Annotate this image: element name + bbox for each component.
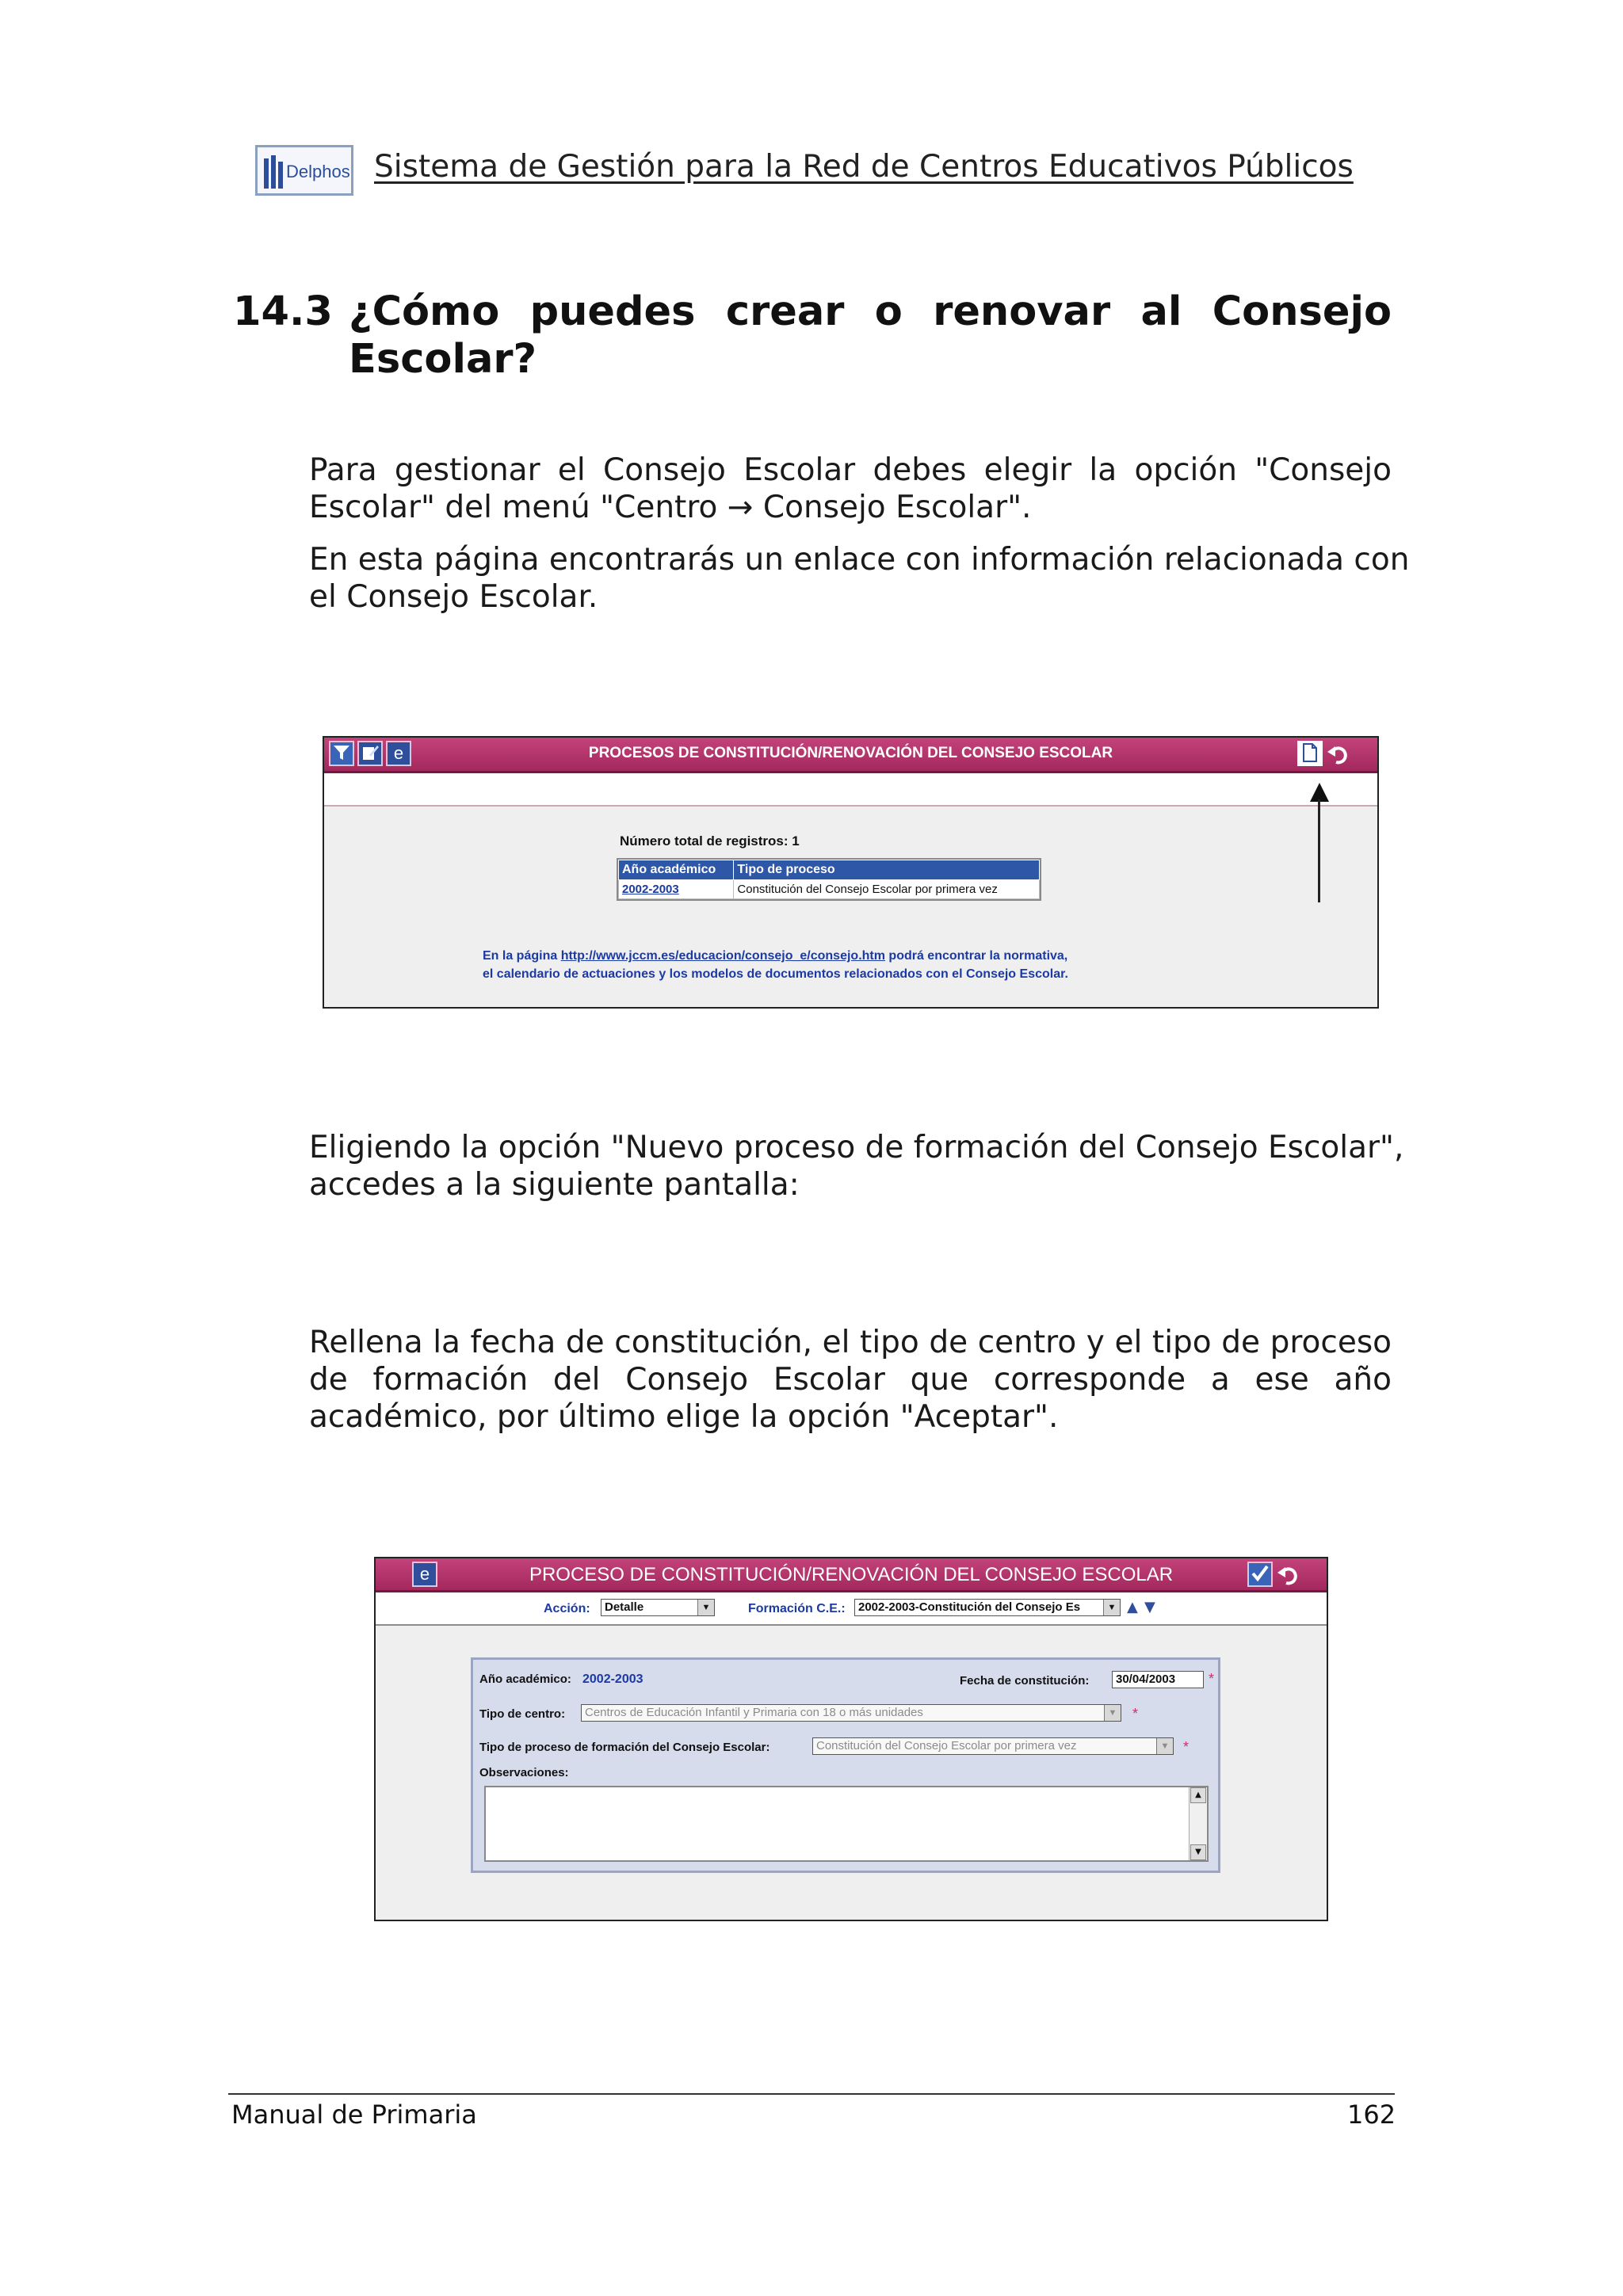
column-header-year[interactable]: Año académico: [619, 860, 734, 880]
column-header-type[interactable]: Tipo de proceso: [734, 860, 1040, 880]
back-icon[interactable]: [1274, 1562, 1300, 1587]
consejo-escolar-list-screenshot: [323, 736, 1379, 1009]
accept-check-icon[interactable]: [1247, 1562, 1273, 1587]
section-title-line1: ¿Cómo puedes crear o renovar al Consejo: [349, 288, 1392, 335]
footer-manual-title: Manual de Primaria: [231, 2100, 477, 2130]
tipo-proceso-label: Tipo de proceso de formación del Consejo Escolar:: [479, 1741, 770, 1754]
formacion-label: Formación C.E.:: [748, 1602, 846, 1615]
accion-value: Detalle: [605, 1600, 644, 1614]
formacion-value: 2002-2003-Constitución del Consejo Es: [858, 1600, 1081, 1614]
observaciones-textarea[interactable]: [484, 1786, 1209, 1862]
paragraph-line: de formación del Consejo Escolar que corresponde a ese año: [309, 1362, 1392, 1398]
paragraph-line: Eligiendo la opción "Nuevo proceso de formación del Consejo Escolar",: [309, 1130, 1404, 1165]
columns-icon: [264, 155, 285, 189]
tipo-centro-select[interactable]: [581, 1704, 1121, 1722]
chevron-down-icon[interactable]: ▼: [697, 1600, 714, 1615]
paragraph-line: accedes a la siguiente pantalla:: [309, 1167, 800, 1203]
consejo-escolar-form-screenshot: [374, 1557, 1328, 1921]
e-icon[interactable]: e: [386, 741, 411, 766]
scrollbar[interactable]: [1189, 1787, 1207, 1860]
chevron-down-icon[interactable]: ▼: [1103, 1600, 1120, 1615]
required-mark: *: [1183, 1739, 1190, 1755]
required-mark: *: [1209, 1671, 1215, 1687]
paragraph-line: Rellena la fecha de constitución, el tipo de centro y el tipo de proceso: [309, 1325, 1392, 1360]
chevron-down-icon[interactable]: ▼: [1156, 1738, 1173, 1754]
fecha-label: Fecha de constitución:: [960, 1674, 1090, 1688]
paragraph-line: Para gestionar el Consejo Escolar debes elegir la opción "Consejo: [309, 452, 1392, 488]
info-note-line1: [483, 949, 1275, 963]
paragraph-line: el Consejo Escolar.: [309, 579, 598, 615]
page-number: 162: [1347, 2100, 1396, 2130]
section-number: 14.3: [233, 288, 333, 335]
fecha-input[interactable]: [1112, 1671, 1204, 1688]
tipo-centro-label: Tipo de centro:: [479, 1707, 566, 1721]
accion-label: Acción:: [544, 1602, 590, 1615]
info-note-line2: el calendario de actuaciones y los modelos de documentos relacionados con el Consejo Escolar.: [483, 967, 1068, 981]
scroll-down-icon[interactable]: ▼: [1190, 1844, 1206, 1860]
back-icon[interactable]: [1324, 741, 1350, 766]
selection-bar: [376, 1592, 1327, 1626]
note-text: podrá encontrar la normativa,: [884, 949, 1068, 963]
paragraph-3: [309, 1129, 1404, 1203]
document-header-title: Sistema de Gestión para la Red de Centros Educativos Públicos: [374, 149, 1354, 185]
accion-select[interactable]: [601, 1599, 715, 1616]
tipo-proceso-select[interactable]: [812, 1737, 1174, 1755]
paragraph-2: [309, 541, 1410, 616]
section-title-line2: Escolar?: [349, 336, 537, 383]
required-mark: *: [1132, 1706, 1139, 1722]
record-count: Número total de registros: 1: [620, 833, 800, 849]
anio-value: 2002-2003: [582, 1672, 643, 1686]
paragraph-1: [309, 452, 1392, 526]
process-type-cell: Constitución del Consejo Escolar por primera vez: [734, 880, 1040, 899]
new-document-icon[interactable]: [1297, 741, 1323, 766]
title-bar: [324, 738, 1377, 773]
pointer-arrow-line: [1318, 799, 1320, 902]
window-title: PROCESO DE CONSTITUCIÓN/RENOVACIÓN DEL CONSEJO ESCOLAR: [529, 1564, 1174, 1585]
window-title: PROCESOS DE CONSTITUCIÓN/RENOVACIÓN DEL CONSEJO ESCOLAR: [588, 745, 1113, 761]
chevron-down-icon[interactable]: ▼: [1104, 1705, 1121, 1721]
year-link[interactable]: 2002-2003: [619, 880, 734, 899]
note-text: En la página: [483, 949, 561, 963]
formacion-select[interactable]: [854, 1599, 1121, 1616]
e-icon[interactable]: e: [412, 1562, 437, 1587]
form-panel: [471, 1657, 1220, 1873]
anio-label: Año académico:: [479, 1672, 571, 1686]
delphos-logo: [255, 145, 353, 196]
arrow-up-icon[interactable]: ▲: [1127, 1599, 1138, 1615]
table-row[interactable]: [619, 880, 1040, 899]
process-table: [617, 858, 1041, 901]
scroll-up-icon[interactable]: ▲: [1190, 1787, 1206, 1803]
paragraph-line: académico, por último elige la opción "Aceptar".: [309, 1399, 1059, 1435]
footer-divider: [228, 2093, 1395, 2095]
logo-text: Delphos: [286, 162, 350, 181]
paragraph-line: Escolar" del menú "Centro → Consejo Escolar".: [309, 490, 1032, 525]
fecha-value: 30/04/2003: [1116, 1672, 1176, 1686]
info-link[interactable]: http://www.jccm.es/educacion/consejo_e/consejo.htm: [560, 949, 885, 963]
paragraph-line: En esta página encontrarás un enlace con información relacionada con: [309, 542, 1410, 578]
tipo-proceso-value: Constitución del Consejo Escolar por primera vez: [816, 1739, 1077, 1753]
observaciones-label: Observaciones:: [479, 1766, 569, 1779]
header-band: [324, 773, 1377, 807]
title-bar: [376, 1558, 1327, 1592]
tipo-centro-value: Centros de Educación Infantil y Primaria con 18 o más unidades: [585, 1706, 923, 1719]
arrow-down-icon[interactable]: ▼: [1144, 1599, 1155, 1615]
paragraph-4: [309, 1324, 1392, 1436]
